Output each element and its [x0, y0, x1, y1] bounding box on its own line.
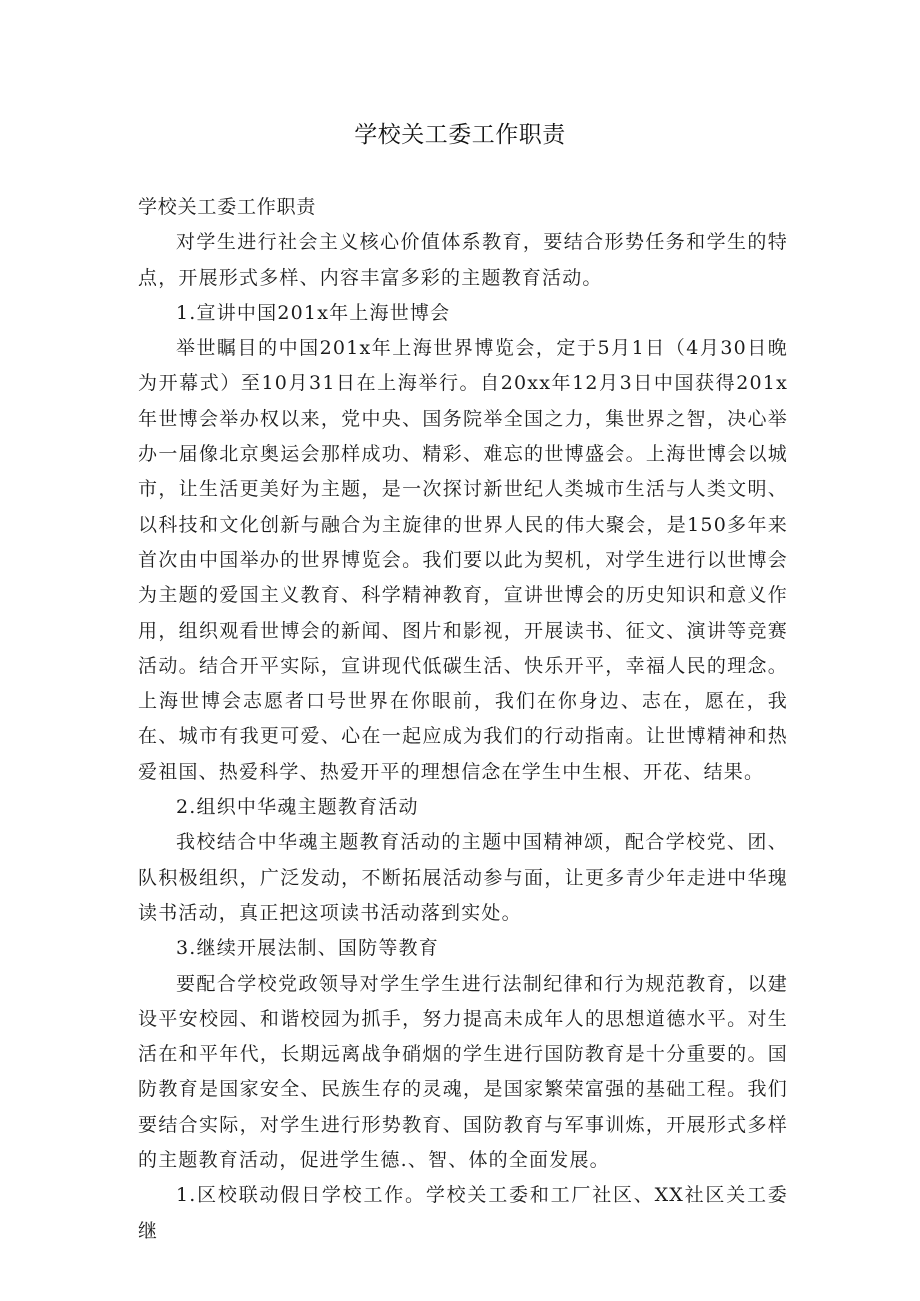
section-heading-legal-defense: 3.继续开展法制、国防等教育 [176, 937, 439, 960]
paragraph-intro: 对学生进行社会主义核心价值体系教育，要结合形势任务和学生的特点，开展形式多样、内容丰富多彩的主题教育活动。 [138, 231, 788, 289]
paragraph-holiday-school: 1.区校联动假日学校工作。学校关工委和工厂社区、XX社区关工委继 [138, 1184, 788, 1242]
paragraph-legal-defense: 要配合学校党政领导对学生学生进行法制纪律和行为规范教育，以建设平安校园、和谐校园为抓手，努力提高未成年人的思想道德水平。对生活在和平年代，长期远离战争硝烟的学生进行国防教育是十分重要的。国防教育是国家安全、民族生存的灵魂，是国家繁荣富强的基础工程。我们要结合实际，对学生进行形势教育、国防教育与军事训炼，开展形式多样的主题教育活动，促进学生德.、智、体的全面发展。 [138, 972, 788, 1172]
section-heading-expo: 1.宣讲中国201x年上海世博会 [176, 301, 451, 324]
document-body [138, 190, 788, 1249]
document-title: 学校关工委工作职责 [354, 122, 566, 148]
document-subheading: 学校关工委工作职责 [138, 196, 317, 218]
paragraph-expo: 举世瞩目的中国201x年上海世界博览会，定于5月1日（4月30日晚为开幕式）至10月31日在上海举行。自20xx年12月3日中国获得201x年世博会举办权以来，党中央、国务院举全国之力，集世界之智，决心举办一届像北京奥运会那样成功、精彩、难忘的世博盛会。上海世博会以城市，让生活更美好为主题，是一次探讨新世纪人类城市生活与人类文明、以科技和文化创新与融合为主旋律的世界人民的伟大聚会，是150多年来首次由中国举办的世界博览会。我们要以此为契机，对学生进行以世博会为主题的爱国主义教育、科学精神教育，宣讲世博会的历史知识和意义作用，组织观看世博会的新闻、图片和影视，开展读书、征文、演讲等竞赛活动。结合开平实际，宣讲现代低碳生活、快乐开平，幸福人民的理念。上海世博会志愿者口号世界在你眼前，我们在你身边、志在，愿在，我在、城市有我更可爱、心在一起应成为我们的行动指南。让世博精神和热爱祖国、热爱科学、热爱开平的理想信念在学生中生根、开花、结果。 [138, 337, 788, 783]
paragraph-zhonghuahun: 我校结合中华魂主题教育活动的主题中国精神颂，配合学校党、团、队积极组织，广泛发动，不断拓展活动参与面，让更多青少年走进中华瑰读书活动，真正把这项读书活动落到实处。 [138, 831, 788, 924]
section-heading-zhonghuahun: 2.组织中华魂主题教育活动 [176, 796, 419, 819]
